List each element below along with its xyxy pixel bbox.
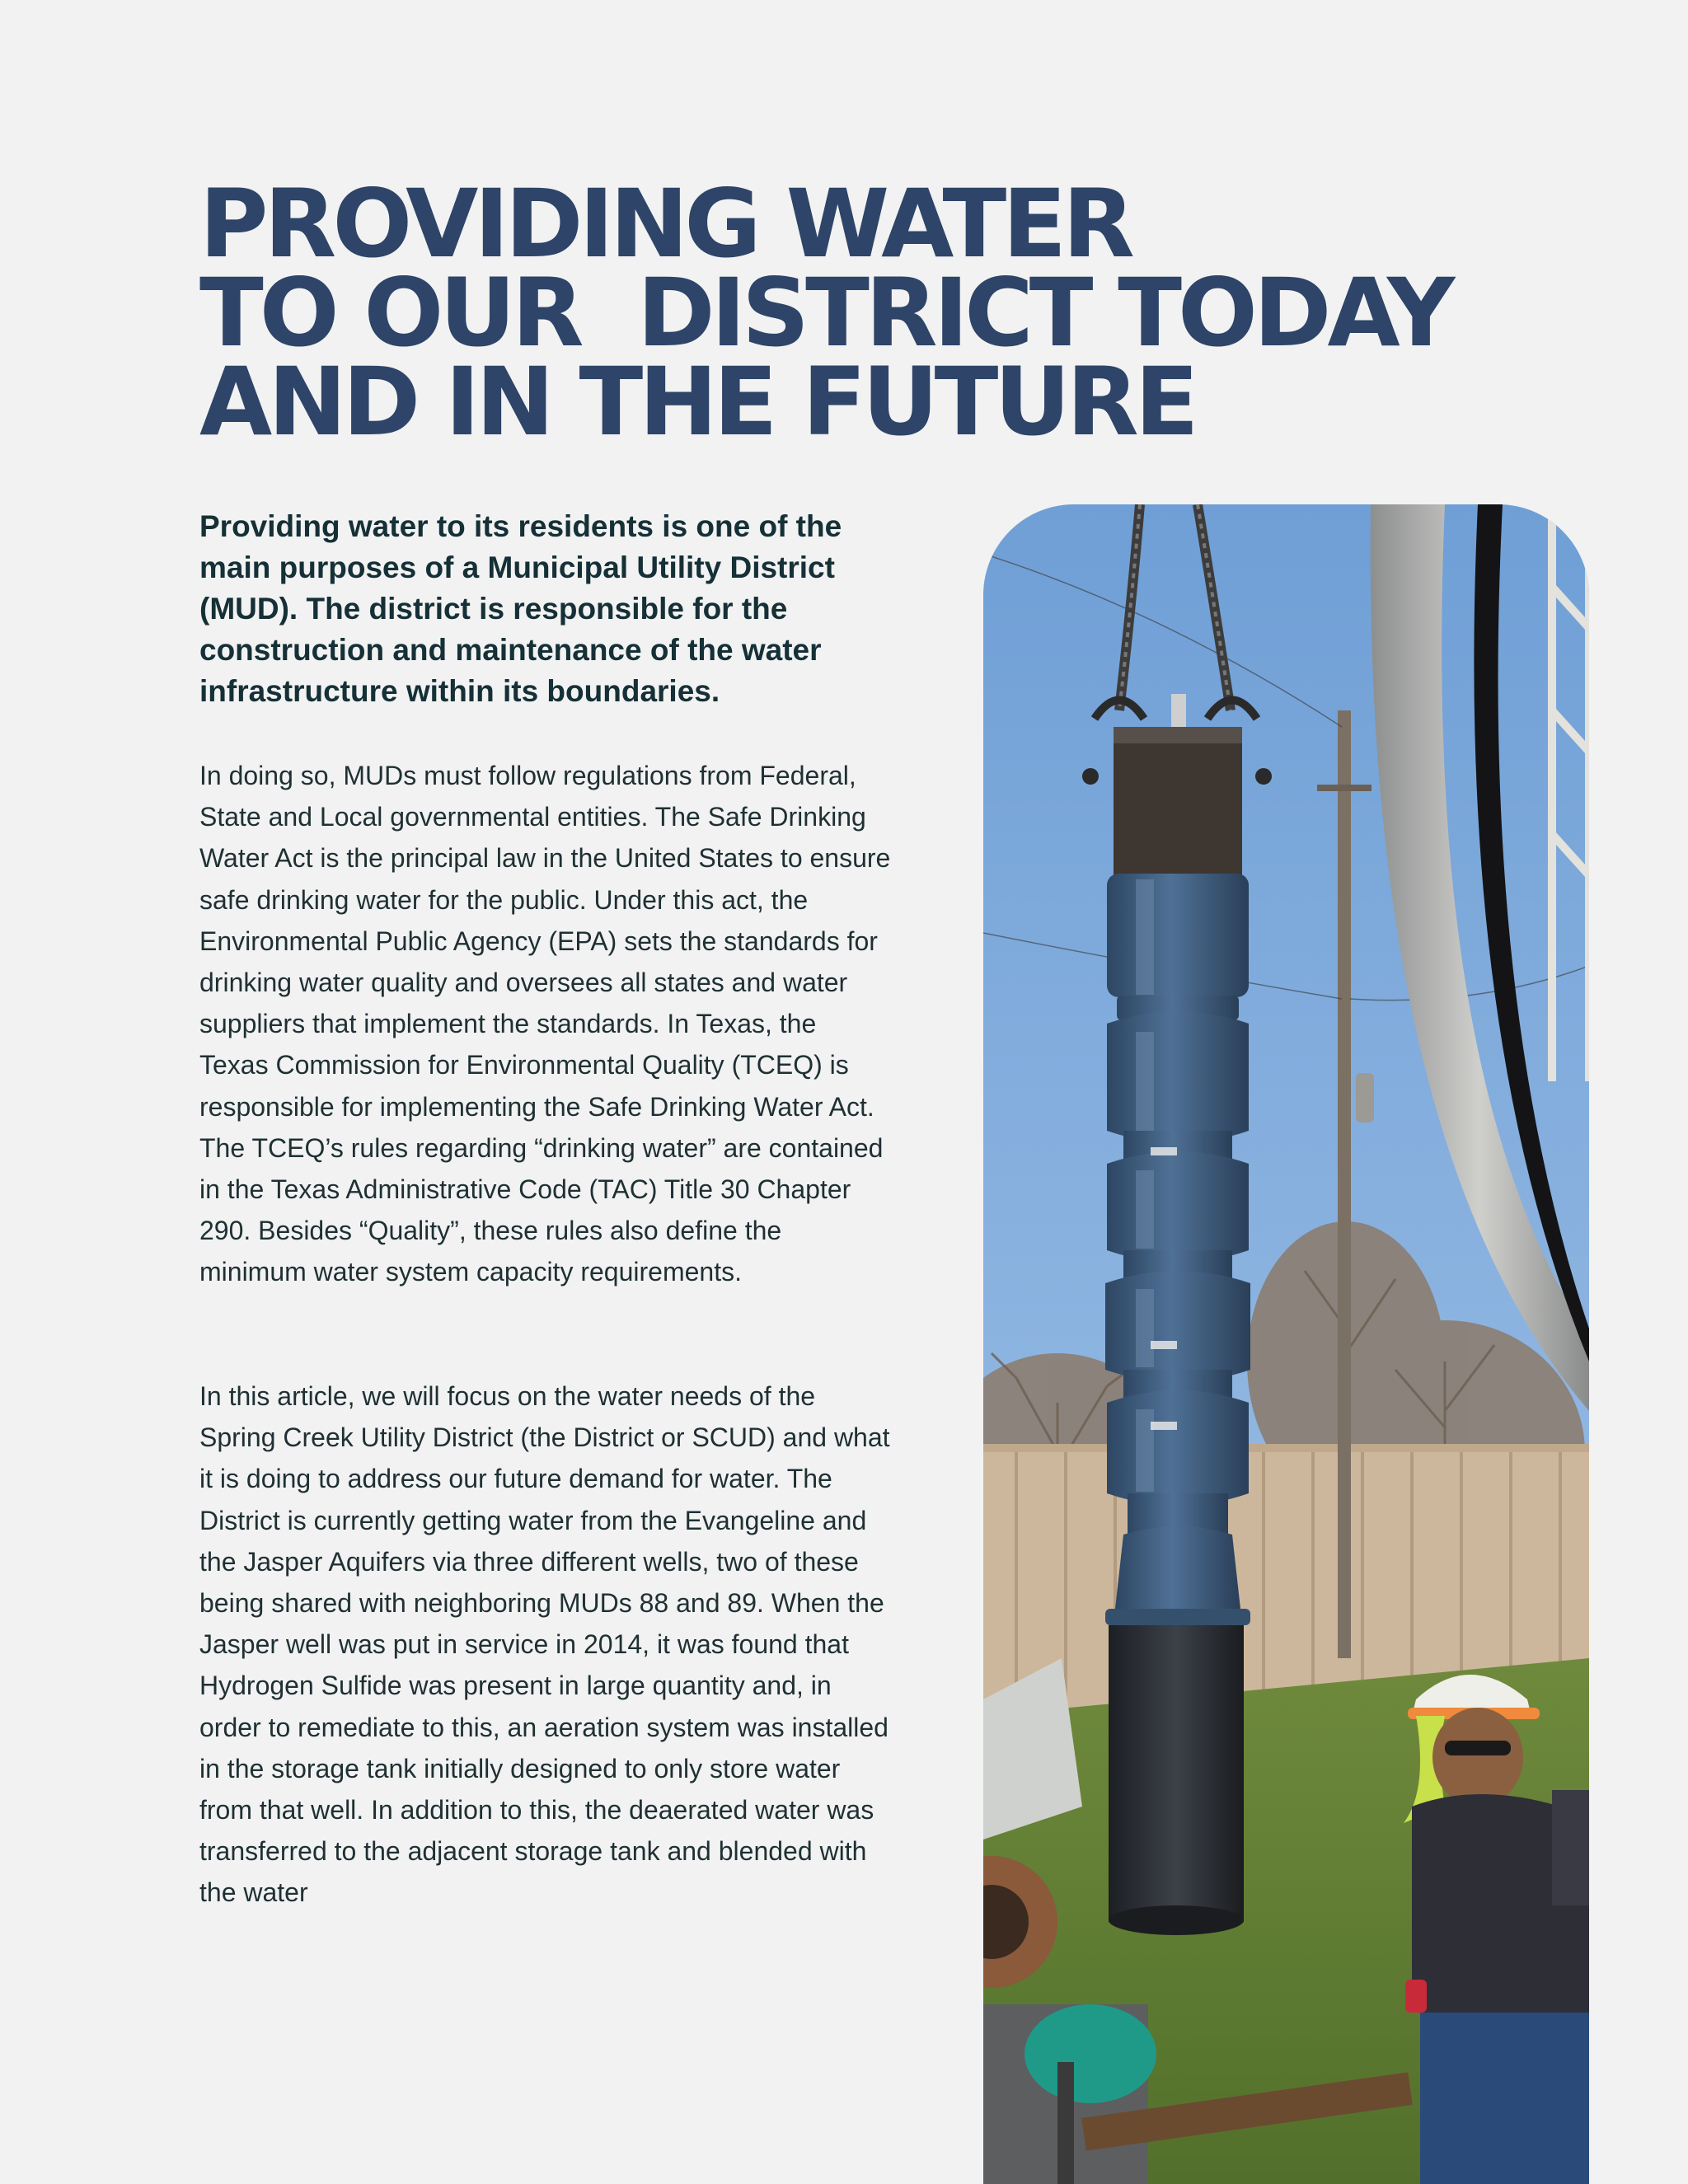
headline — [199, 169, 1601, 457]
lead-paragraph: Providing water to its residents is one of the main purposes of a Municipal Utility District (MUD). The district is responsible for the construction and maintenance of the water infrastructure within its boundaries. — [199, 509, 842, 708]
headline-line-1: PROVIDING WATER — [199, 169, 1131, 279]
headline-line-2: TO OUR DISTRICT TODAY — [199, 258, 1451, 368]
well-pump-photo — [983, 504, 1589, 2184]
headline-line-3: AND IN THE FUTURE — [199, 347, 1195, 457]
body-paragraph-1: In doing so, MUDs must follow regulations from Federal, State and Local governmental entities. The Safe Drinking Water Act is the principal law in the United States to ensure safe drinking water for the public. Under this act, the Environmental Public Agency (EPA) sets the standards for drinking water quality and oversees all states and water suppliers that implement the standards. In Texas, the Texas Commission for Environmental Quality (TCEQ) is responsible for implementing the Safe Drinking Water Act. The TCEQ’s rules regarding “drinking water” are contained in the Texas Administrative Code (TAC) Title 30 Chapter 290. Besides “Quality”, these rules also define the minimum water system capacity requirements. — [199, 761, 891, 1287]
well-pump-illustration — [983, 504, 1589, 2184]
body-paragraph-2: In this article, we will focus on the water needs of the Spring Creek Utility District (the District or SCUD) and what it is doing to address our future demand for water. The District is currently getting water from the Evangeline and the Jasper Aquifers via three different wells, two of these being shared with neighboring MUDs 88 and 89. When the Jasper well was put in service in 2014, it was found that Hydrogen Sulfide was present in large quantity and, in order to remediate to this, an aeration system was installed in the storage tank initially designed to only store water from that well. In addition to this, the deaerated water was transferred to the adjacent storage tank and blended with the water — [199, 1381, 890, 1908]
